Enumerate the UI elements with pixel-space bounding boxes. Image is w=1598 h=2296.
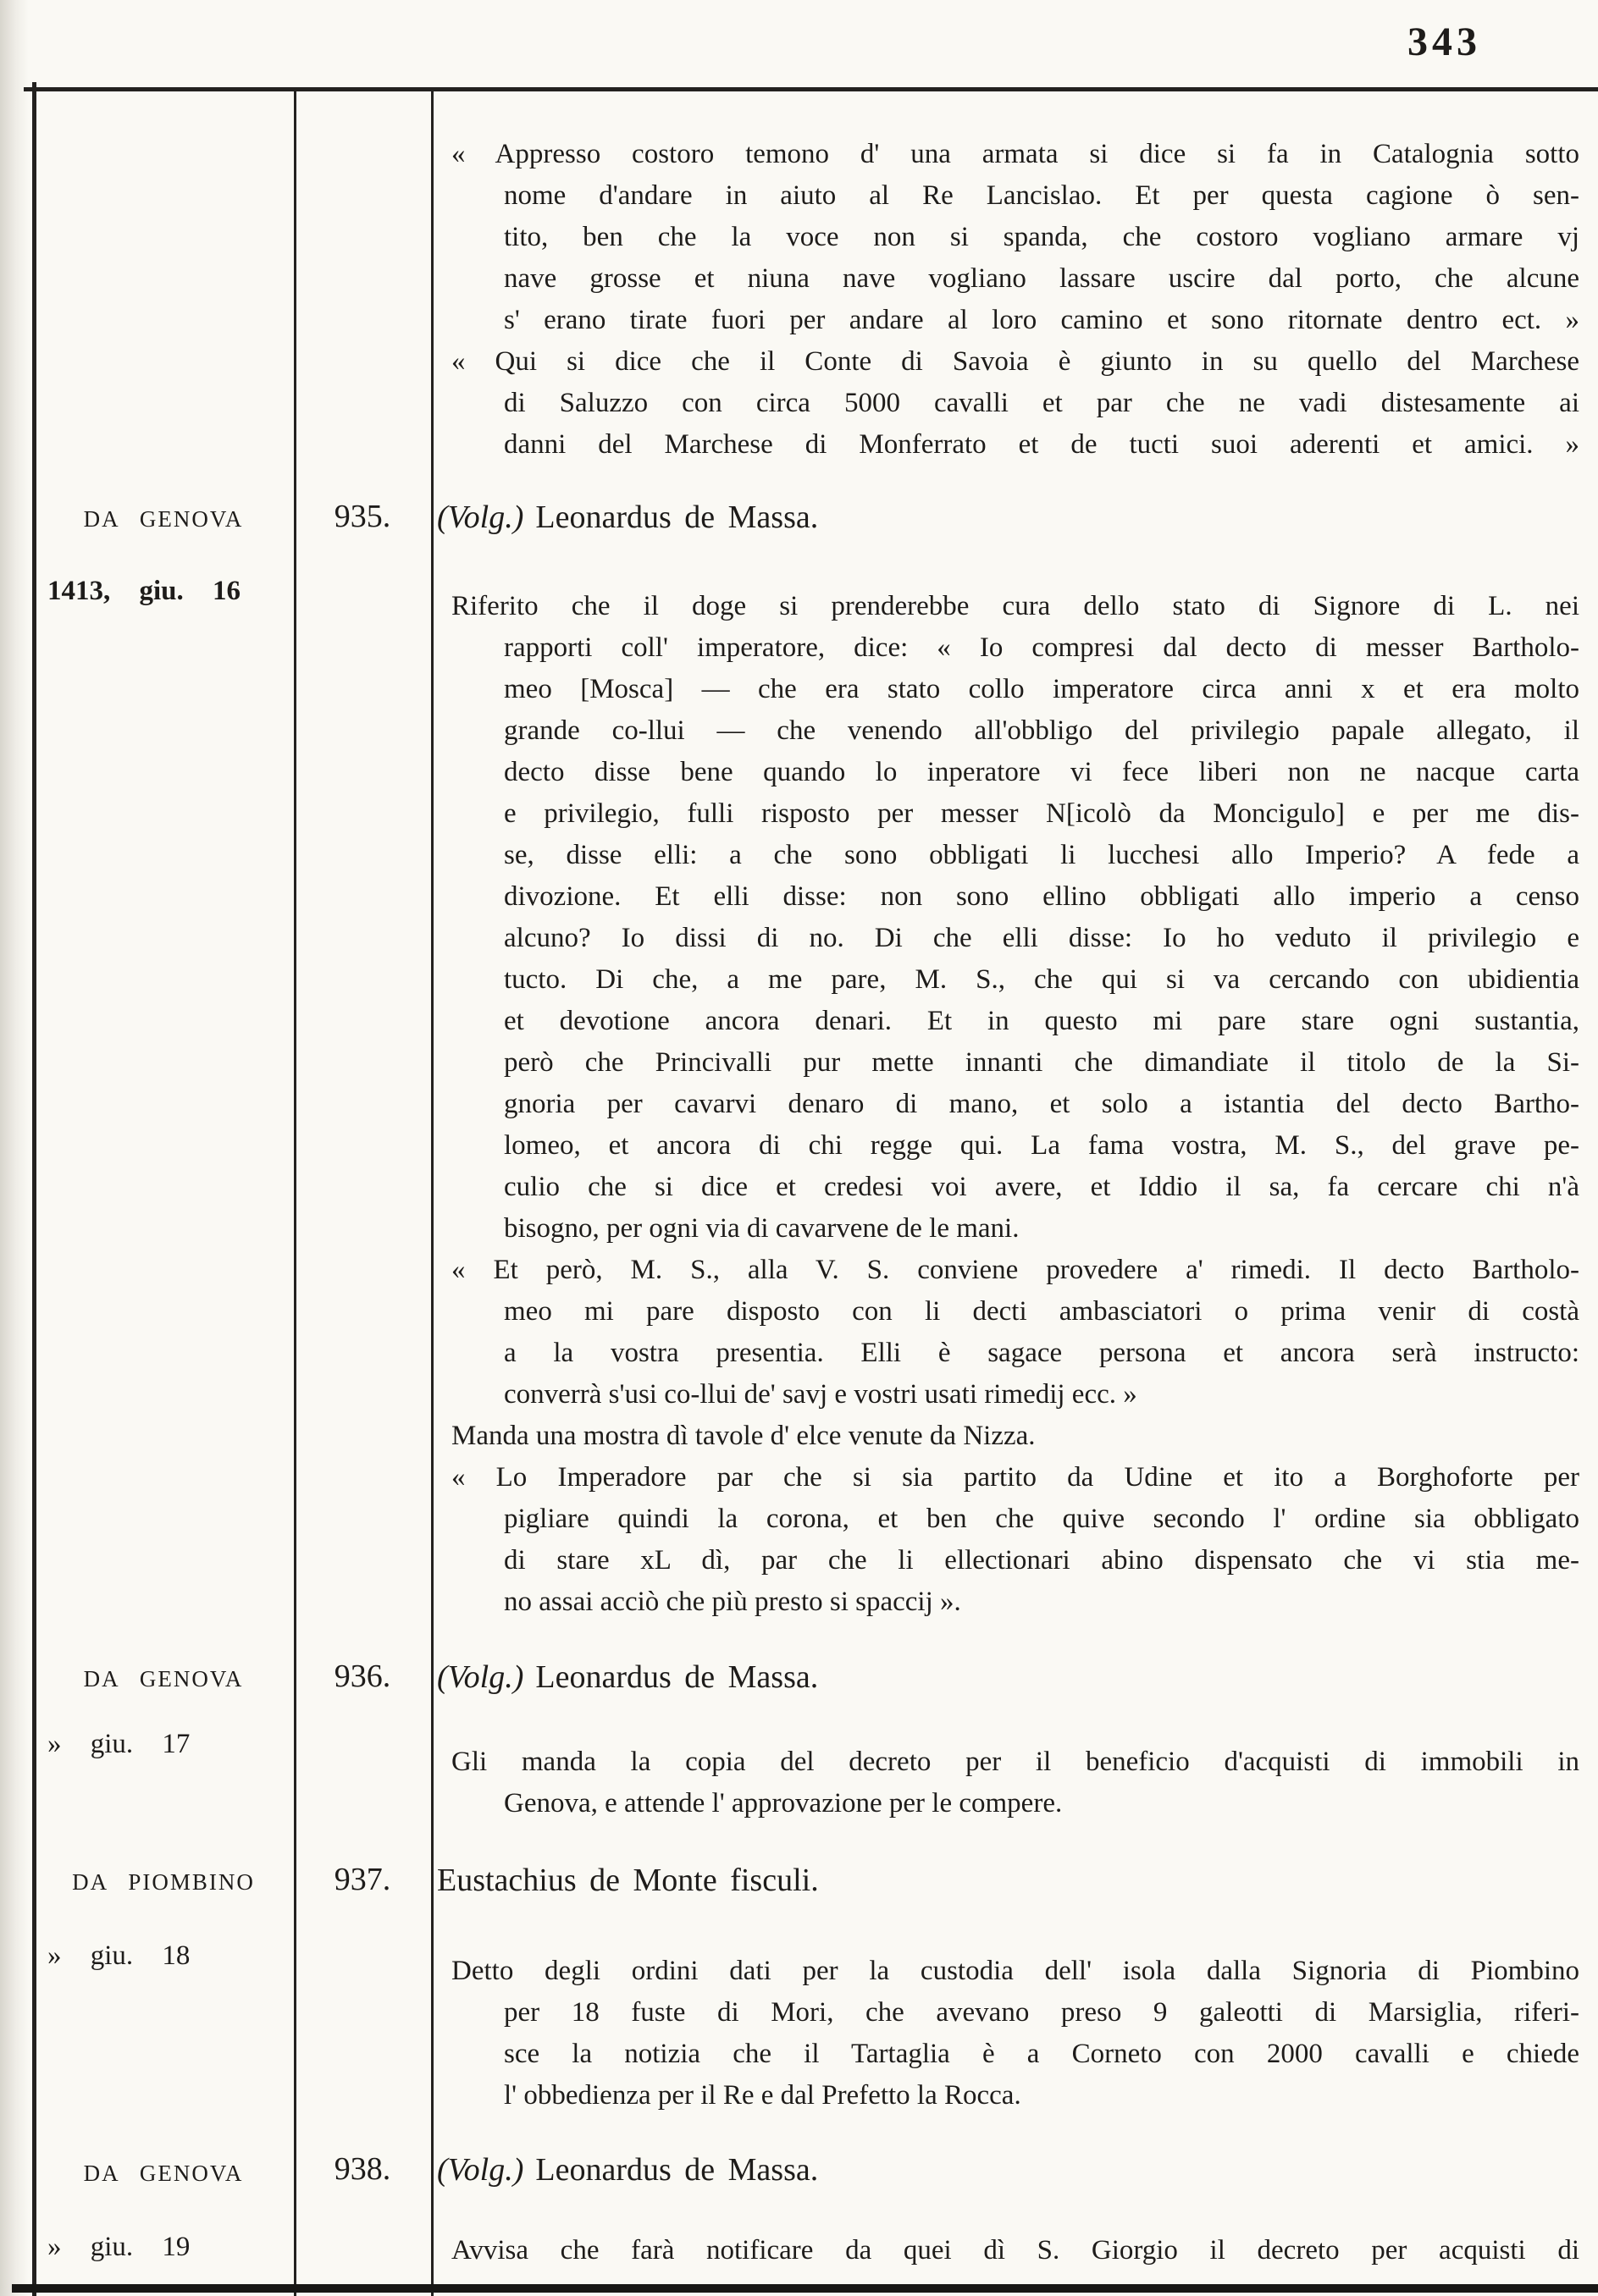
text-line: danni del Marchese di Monferrato et de tucti suoi aderenti et amici. » bbox=[504, 429, 1579, 460]
text-line: converrà s'usi co-llui de' savj e vostri usati rimedij ecc. » bbox=[504, 1379, 1137, 1410]
paragraph bbox=[451, 2230, 1579, 2271]
heading-language-tag: (Volg.) bbox=[437, 499, 524, 535]
text-line: et devotione ancora denari. Et in questo mi pare stare ogni sustantia, bbox=[504, 1006, 1579, 1036]
margin-date: 1413, giu. 16 bbox=[47, 576, 241, 606]
paragraph bbox=[451, 1951, 1579, 2117]
heading-author: Eustachius de Monte fisculi. bbox=[437, 1863, 819, 1898]
margin-date: » giu. 17 bbox=[47, 1729, 191, 1759]
text-line: « Et però, M. S., alla V. S. conviene provedere a' rimedi. Il decto Bartholo- bbox=[451, 1255, 1579, 1285]
entry-number: 935. bbox=[334, 499, 391, 534]
heading-author: Leonardus de Massa. bbox=[535, 499, 819, 535]
entry-number: 936. bbox=[334, 1659, 391, 1694]
paragraph bbox=[451, 1741, 1579, 1824]
text-line: meo [Mosca] — che era stato collo imperatore circa anni x et era molto bbox=[504, 674, 1579, 704]
heading-author: Leonardus de Massa. bbox=[535, 2152, 819, 2188]
text-line: di stare xL dì, par che li ellectionari abino dispensato che vi stia me- bbox=[504, 1545, 1579, 1576]
left-page-border bbox=[32, 82, 36, 2296]
entry-heading bbox=[437, 498, 1580, 537]
text-line: se, disse elli: a che sono obbligati li lucchesi allo Imperio? A fede a bbox=[504, 840, 1579, 870]
margin-place: DA GENOVA bbox=[83, 1666, 244, 1692]
text-line: decto disse bene quando lo inperatore vi fece liberi non ne nacque carta bbox=[504, 757, 1579, 787]
margin-place: DA GENOVA bbox=[83, 2161, 244, 2186]
margin-date: » giu. 19 bbox=[47, 2232, 191, 2262]
text-line: Riferito che il doge si prenderebbe cura dello stato di Signore di L. nei bbox=[451, 591, 1579, 621]
text-line: Avvisa che farà notificare da quei dì S. Giorgio il decreto per acquisti di bbox=[451, 2235, 1579, 2266]
text-line: l' obbedienza per il Re e dal Prefetto la Rocca. bbox=[504, 2080, 1021, 2111]
entry-body bbox=[451, 1741, 1579, 1824]
text-line: bisogno, per ogni via di cavarvene de le mani. bbox=[504, 1213, 1020, 1244]
entry-body bbox=[451, 1951, 1579, 2117]
text-line: per 18 fuste di Mori, che avevano preso 9 galeotti di Marsiglia, riferi- bbox=[504, 1997, 1579, 2028]
text-line: rapporti coll' imperatore, dice: « Io compresi dal decto di messer Bartholo- bbox=[504, 632, 1579, 663]
margin-place: DA PIOMBINO bbox=[72, 1869, 255, 1895]
text-line: di Saluzzo con circa 5000 cavalli et par che ne vadi distesamente ai bbox=[504, 388, 1579, 418]
heading-language-tag: (Volg.) bbox=[437, 2152, 524, 2188]
text-line: grande co-llui — che venendo all'obbligo del privilegio papale allegato, il bbox=[504, 715, 1579, 746]
column-rule-right bbox=[431, 90, 434, 2296]
text-line: Genova, e attende l' approvazione per le compere. bbox=[504, 1788, 1063, 1819]
text-line: tucto. Di che, a me pare, M. S., che qui si va cercando con ubidientia bbox=[504, 964, 1579, 995]
paragraph bbox=[451, 134, 1579, 341]
text-line: a la vostra presentia. Elli è sagace persona et ancora serà instructo: bbox=[504, 1338, 1579, 1368]
page-number: 343 bbox=[1407, 19, 1481, 64]
paragraph bbox=[451, 1416, 1579, 1457]
paragraph bbox=[451, 1250, 1579, 1416]
entry-body bbox=[451, 2230, 1579, 2271]
text-line: nave grosse et niuna nave vogliano lassare uscire dal porto, che alcune bbox=[504, 263, 1579, 294]
text-line: sce la notizia che il Tartaglia è a Corneto con 2000 cavalli e chiede bbox=[504, 2039, 1579, 2069]
entry-heading bbox=[437, 1861, 1580, 1900]
text-line: nome d'andare in aiuto al Re Lancislao. Et per questa cagione ò sen- bbox=[504, 180, 1579, 211]
column-rule-left bbox=[294, 90, 296, 2296]
text-line: pigliare quindi la corona, et ben che quive secondo l' ordine sia obbligato bbox=[504, 1504, 1579, 1534]
text-line: lomeo, et ancora di chi regge qui. La fama vostra, M. S., del grave pe- bbox=[504, 1130, 1579, 1161]
paragraph bbox=[451, 1457, 1579, 1623]
text-line: s' erano tirate fuori per andare al loro camino et sono ritornate dentro ect. » bbox=[504, 305, 1579, 335]
entry-body bbox=[451, 586, 1579, 1623]
top-rule bbox=[24, 87, 1598, 91]
text-line: « Appresso costoro temono d' una armata si dice si fa in Catalognia sotto bbox=[451, 139, 1579, 169]
text-line: « Qui si dice che il Conte di Savoia è giunto in su quello del Marchese bbox=[451, 346, 1579, 377]
text-line: meo mi pare disposto con li decti ambasciatori o prima venir di costà bbox=[504, 1296, 1579, 1327]
text-line: alcuno? Io dissi di no. Di che elli disse: Io ho veduto il privilegio e bbox=[504, 923, 1579, 953]
paragraph bbox=[451, 341, 1579, 466]
text-line: e privilegio, fulli risposto per messer N[icolò da Moncigulo] e per me dis- bbox=[504, 798, 1579, 829]
text-line: Detto degli ordini dati per la custodia dell' isola dalla Signoria di Piombino bbox=[451, 1956, 1579, 1986]
text-line: Gli manda la copia del decreto per il beneficio d'acquisti di immobili in bbox=[451, 1747, 1579, 1777]
text-line: « Lo Imperadore par che si sia partito da Udine et ito a Borghoforte per bbox=[451, 1462, 1579, 1493]
text-line: Manda una mostra dì tavole d' elce venute da Nizza. bbox=[451, 1421, 1036, 1451]
bottom-page-edge bbox=[12, 2284, 1598, 2293]
text-line: no assai acciò che più presto si spaccij ». bbox=[504, 1587, 961, 1617]
margin-place: DA GENOVA bbox=[83, 506, 244, 532]
margin-date: » giu. 18 bbox=[47, 1940, 191, 1971]
text-line: culio che si dice et credesi voi avere, et Iddio il sa, fa cercare chi n'à bbox=[504, 1172, 1579, 1202]
entry-heading bbox=[437, 2150, 1580, 2189]
entry-number: 938. bbox=[334, 2151, 391, 2187]
entry-number: 937. bbox=[334, 1862, 391, 1897]
continuation-text bbox=[451, 134, 1579, 466]
heading-author: Leonardus de Massa. bbox=[535, 1659, 819, 1695]
text-line: però che Princivalli pur mette innanti che dimandiate il titolo de la Si- bbox=[504, 1047, 1579, 1078]
paragraph bbox=[451, 586, 1579, 1250]
text-line: divozione. Et elli disse: non sono ellino obbligati allo imperio a censo bbox=[504, 881, 1579, 912]
text-line: tito, ben che la voce non si spanda, che costoro vogliano armare vj bbox=[504, 222, 1579, 252]
heading-language-tag: (Volg.) bbox=[437, 1659, 524, 1695]
entry-heading bbox=[437, 1658, 1580, 1697]
text-line: gnoria per cavarvi denaro di mano, et solo a istantia del decto Bartho- bbox=[504, 1089, 1579, 1119]
